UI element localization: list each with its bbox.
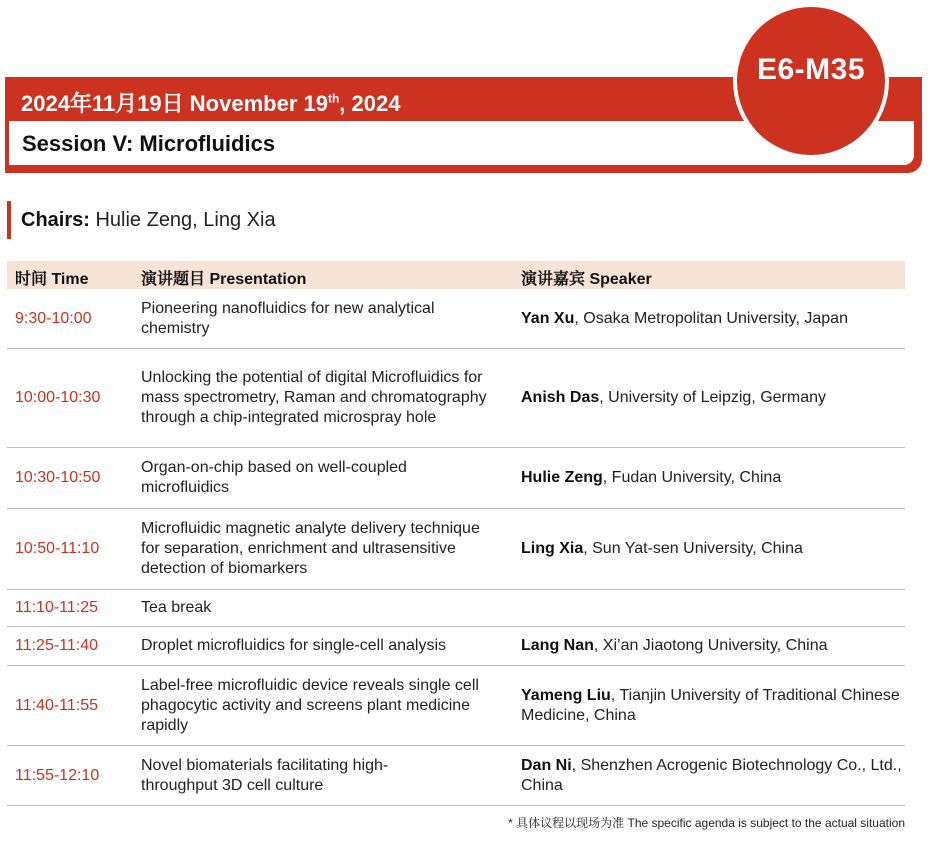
row-presentation: Tea break [141,599,212,616]
table-row [7,590,905,627]
chairs-label: Chairs: [21,209,90,231]
row-presentation: Organ-on-chip based on well-coupled microfluidics [141,459,407,496]
row-time: 9:30-10:00 [15,309,92,327]
row-speaker [521,388,905,408]
row-time: 11:10-11:25 [15,599,99,616]
speaker-affiliation: , Osaka Metropolitan University, Japan [574,309,848,327]
table-row [7,289,905,349]
row-time: 11:25-11:40 [15,637,99,654]
table-row [7,627,905,666]
agenda-table [7,261,905,806]
column-header-presentation: 演讲题目 Presentation [141,271,307,288]
session-title: Session V: Microfluidics [22,131,276,156]
session-code-badge [737,7,885,155]
row-speaker [521,636,905,656]
row-presentation: Microfluidic magnetic analyte delivery technique for separation, enrichment and ultrasensitive detection of biomarkers [141,520,480,577]
table-row [7,448,905,509]
row-speaker [521,539,905,559]
table-row [7,746,905,806]
row-time: 11:55-12:10 [15,766,100,784]
chairs-names: Hulie Zeng, Ling Xia [89,209,276,231]
row-presentation: Novel biomaterials facilitating high-throughput 3D cell culture [141,756,389,794]
row-time: 10:50-11:10 [15,540,100,557]
table-header [7,261,905,289]
row-time: 10:30-10:50 [15,469,101,486]
speaker-name: Yameng Liu [521,686,611,704]
speaker-affiliation: , Fudan University, China [602,469,782,486]
speaker-name: Ling Xia [521,540,584,557]
speaker-name: Anish Das [521,389,600,406]
row-presentation: Unlocking the potential of digital Microfluidics for mass spectrometry, Raman and chromatography through a chip-integrated microspray hole [141,369,487,426]
row-presentation: Label-free microfluidic device reveals single cell phagocytic activity and screens plant medicine rapidly [141,676,479,734]
speaker-affiliation: , Sun Yat-sen University, China [583,540,803,557]
speaker-name: Hulie Zeng [521,469,603,486]
row-speaker [521,756,905,796]
row-speaker [521,468,905,488]
speaker-affiliation: , Tianjin University of Traditional Chinese Medicine, China [521,686,900,724]
speaker-name: Lang Nan [521,637,594,654]
table-row [7,509,905,590]
column-header-time: 时间 Time [15,271,89,288]
speaker-name: Dan Ni [521,756,572,774]
speaker-affiliation: , University of Leipzig, Germany [599,389,826,406]
session-code: E6-M35 [756,53,866,86]
row-presentation: Pioneering nanofluidics for new analytical chemistry [141,299,435,337]
row-time: 10:00-10:30 [15,389,101,406]
speaker-name: Yan Xu [521,309,575,327]
speaker-affiliation: , Xi’an Jiaotong University, China [593,637,828,654]
table-row [7,666,905,746]
table-row [7,349,905,448]
column-header-speaker: 演讲嘉宾 Speaker [521,271,652,288]
chairs-line [7,201,276,239]
row-speaker [521,309,905,329]
row-speaker [521,686,905,726]
row-time: 11:40-11:55 [15,696,99,714]
speaker-affiliation: , Shenzhen Acrogenic Biotechnology Co., Ltd., China [521,756,902,794]
event-date: 2024年11月19日 November 19th, 2024 [21,91,401,116]
footnote: * 具体议程以现场为准 The specific agenda is subject to the actual situation [508,816,905,830]
row-presentation: Droplet microfluidics for single-cell analysis [141,637,446,654]
